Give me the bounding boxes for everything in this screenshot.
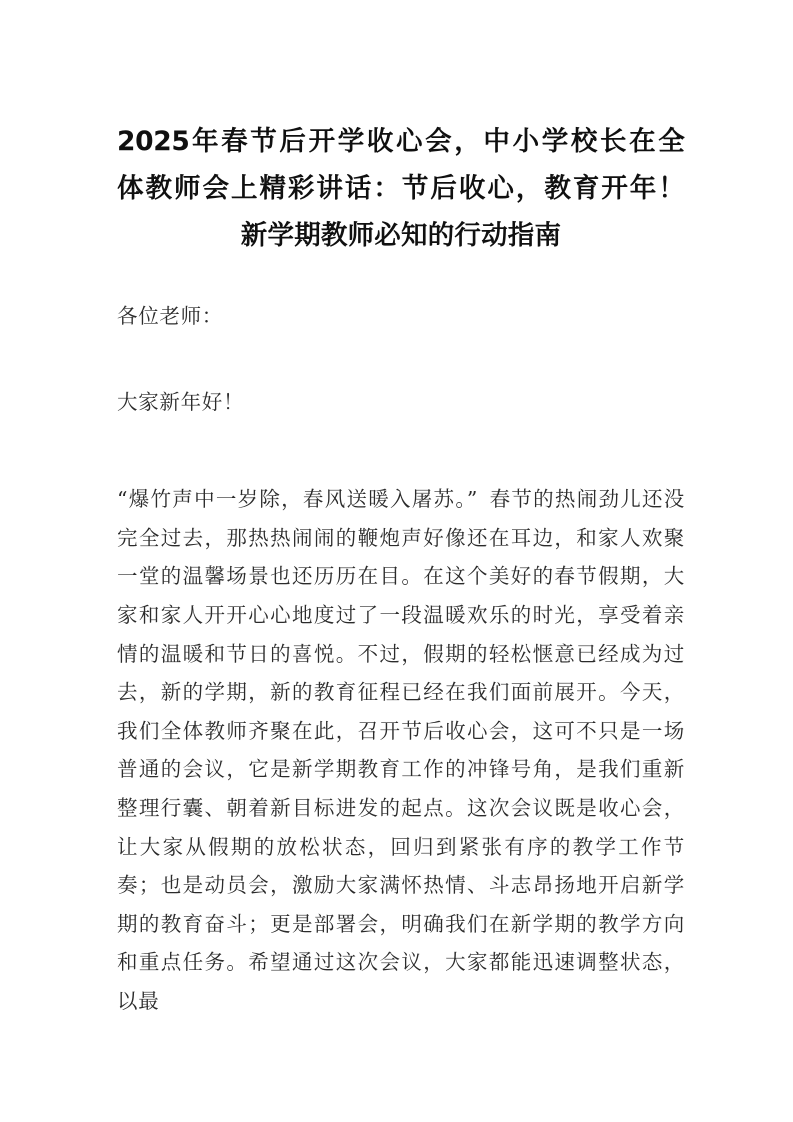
body-paragraph — [117, 480, 685, 1020]
opening-quote-text: “爆竹声中一岁除，春风送暖入屠苏。” — [117, 487, 479, 512]
title-line-1 — [117, 118, 685, 165]
greeting: 大家新年好！ — [117, 389, 245, 414]
body-paragraph-text: 春节的热闹劲儿还没完全过去，那热热闹闹的鞭炮声好像还在耳边，和家人欢聚一堂的温馨场景也还历历在目。在这个美好的春节假期，大家和家人开开心心地度过了一段温暖欢乐的时光，享受着亲情的温暖和节日的喜悦。不过，假期的轻松惬意已经成为过去，新的学期，新的教育征程已经在我们面前展开。今天，我们全体教师齐聚在此，召开节后收心会，这可不只是一场普通的会议，它是新学期教育工作的冲锋号角，是我们重新整理行囊、朝着新目标进发的起点。这次会议既是收心会，让大家从假期的放松状态，回归到紧张有序的教学工作节奏；也是动员会，激励大家满怀热情、斗志昂扬地开启新学期的教育奋斗；更是部署会，明确我们在新学期的教学方向和重点任务。希望通过这次会议，大家都能迅速调整状态，以最 — [117, 487, 685, 1013]
title-line-3: 新学期教师必知的行动指南 — [240, 220, 562, 251]
title-line-2: 体教师会上精彩讲话：节后收心，教育开年！ — [117, 173, 685, 204]
title-line-1-text: 年春节后开学收心会，中小学校长在全 — [189, 126, 685, 157]
salutation: 各位老师： — [117, 304, 223, 328]
title-year: 2025 — [117, 126, 190, 157]
document-content — [117, 118, 685, 1021]
page-title — [117, 118, 685, 259]
document-body — [117, 297, 685, 1021]
